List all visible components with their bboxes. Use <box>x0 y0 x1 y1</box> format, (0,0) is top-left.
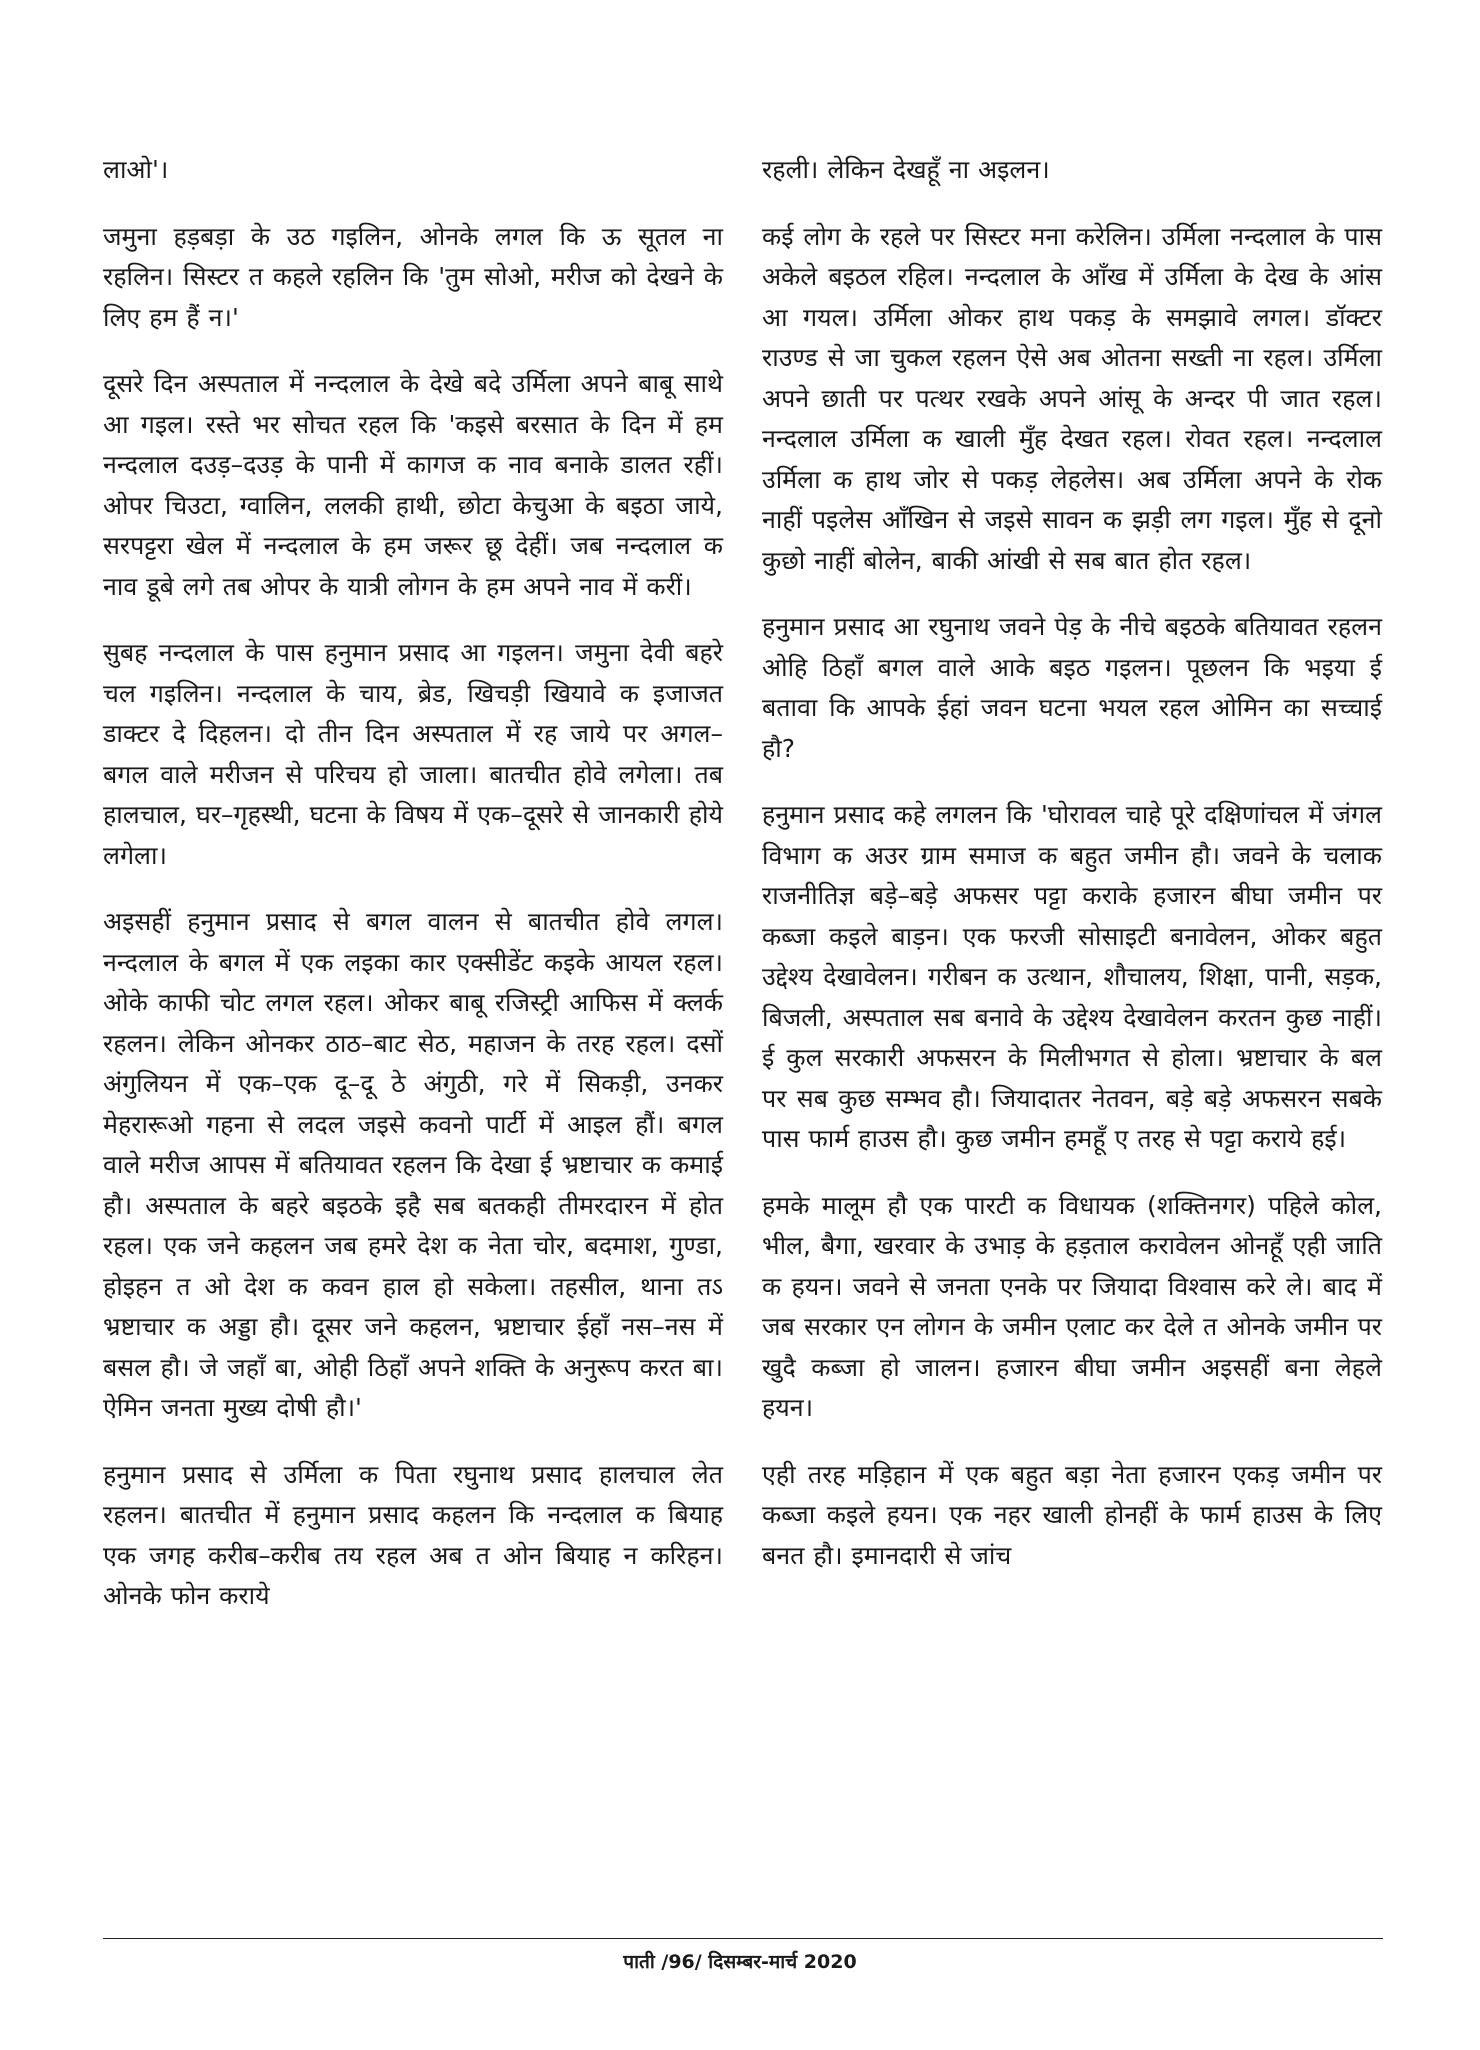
paragraph: जमुना हड़बड़ा के उठ गइलिन, ओनके लगल कि ऊ सूतल ना रहलिन। सिस्टर त कहले रहलिन कि 'तुम सोओ, मरीज को देखने के लिए हम हैं न।' <box>103 221 723 332</box>
paragraph: लाओ'। <box>103 155 169 184</box>
paragraph: कई लोग के रहले पर सिस्टर मना करेलिन। उर्मिला नन्दलाल के पास अकेले बइठल रहिल। नन्दलाल के आँख में उर्मिला के देख के आंस आ गयल। उर्मिला ओकर हाथ पकड़ के समझावे लगल। डॉक्टर राउण्ड से जा चुकल रहलन ऐसे अब ओतना सख्ती ना रहल। उर्मिला अपने छाती पर पत्थर रखके अपने आंसू के अन्दर पी जात रहल। नन्दलाल उर्मिला क खाली मुँह देखत रहल। रोवत रहल। नन्दलाल उर्मिला क हाथ जोर से पकड़ लेहलेस। अब उर्मिला अपने के रोक नाहीं पइलेस आँखिन से जइसे सावन क झड़ी लग गइल। मुँह से दूनो कुछो नाहीं बोलेन, बाकी आंखी से सब बात होत रहल। <box>762 221 1382 575</box>
footer-divider <box>103 1938 1383 1939</box>
left-column <box>103 150 723 1643</box>
paragraph: हनुमान प्रसाद से उर्मिला क पिता रघुनाथ प्रसाद हालचाल लेत रहलन। बातचीत में हनुमान प्रसाद कहलन कि नन्दलाल क बियाह एक जगह करीब–करीब तय रहल अब त ओन बियाह न करिहन। ओनके फोन कराये <box>103 1459 723 1610</box>
paragraph: सुबह नन्दलाल के पास हनुमान प्रसाद आ गइलन। जमुना देवी बहरे चल गइलिन। नन्दलाल के चाय, ब्रेड, खिचड़ी खियावे क इजाजत डाक्टर दे दिहलन। दो तीन दिन अस्पताल में रह जाये पर अगल–बगल वाले मरीजन से परिचय हो जाला। बातचीत होवे लगेला। तब हालचाल, घर–गृहस्थी, घटना के विषय में एक–दूसरे से जानकारी होये लगेला। <box>103 638 723 870</box>
paragraph: अइसहीं हनुमान प्रसाद से बगल वालन से बातचीत होवे लगल। नन्दलाल के बगल में एक लइका कार एक्सीडेंट कइके आयल रहल। ओके काफी चोट लगल रहल। ओकर बाबू रजिस्ट्री आफिस में क्लर्क रहलन। लेकिन ओनकर ठाठ–बाट सेठ, महाजन के तरह रहल। दसों अंगुलियन में एक–एक दू–दू ठे अंगुठी, गरे में सिकड़ी, उनकर मेहरारूओ गहना से लदल जइसे कवनो पार्टी में आइल हौं। बगल वाले मरीज आपस में बतियावत रहलन कि देखा ई भ्रष्टाचार क कमाई हौ। अस्पताल के बहरे बइठके इहै सब बतकही तीमरदारन में होत रहल। एक जने कहलन जब हमरे देश क नेता चोर, बदमाश, गुण्डा, होइहन त ओ देश क कवन हाल हो सकेला। तहसील, थाना तऽ भ्रष्टाचार क अड्डा हौ। दूसर जने कहलन, भ्रष्टाचार ईहाँ नस–नस में बसल हौ। जे जहाँ बा, ओही ठिहाँ अपने शक्ति के अनुरूप करत बा। ऐमिन जनता मुख्य दोषी हौ।' <box>103 907 723 1422</box>
paragraph: हनुमान प्रसाद कहे लगलन कि 'घोरावल चाहे पूरे दक्षिणांचल में जंगल विभाग क अउर ग्राम समाज क बहुत जमीन हौ। जवने के चलाक राजनीतिज्ञ बड़े–बड़े अफसर पट्टा कराके हजारन बीघा जमीन पर कब्जा कइले बाड़न। एक फरजी सोसाइटी बनावेलन, ओकर बहुत उद्देश्य देखावेलन। गरीबन क उत्थान, शौचालय, शिक्षा, पानी, सड़क, बिजली, अस्पताल सब बनावे के उद्देश्य देखावेलन करतन कुछ नाहीं। ई कुल सरकारी अफसरन के मिलीभगत से होला। भ्रष्टाचार के बल पर सब कुछ सम्भव हौ। जियादातर नेतवन, बड़े बड़े अफसरन सबके पास फार्म हाउस हौ। कुछ जमीन हमहूँ ए तरह से पट्टा कराये हई। <box>762 800 1382 1153</box>
right-column <box>762 150 1382 1602</box>
paragraph: रहली। लेकिन देखहूँ ना अइलन। <box>762 155 1050 184</box>
paragraph: हनुमान प्रसाद आ रघुनाथ जवने पेड़ के नीचे बइठके बतियावत रहलन ओहि ठिहाँ बगल वाले आके बइठ गइलन। पूछलन कि भइया ई बतावा कि आपके ईहां जवन घटना भयल रहल ओमिन का सच्चाई हौ? <box>762 612 1382 763</box>
paragraph: हमके मालूम हौ एक पारटी क विधायक (शक्तिनगर) पहिले कोल, भील, बैगा, खरवार के उभाड़ के हड़ताल करावेलन ओनहूँ एही जाति क हयन। जवने से जनता एनके पर जियादा विश्वास करे ले। बाद में जब सरकार एन लोगन के जमीन एलाट कर देले त ओनके जमीन पर खुदै कब्जा हो जालन। हजारन बीघा जमीन अइसहीं बना लेहले हयन। <box>762 1190 1382 1422</box>
page-footer: पाती /96/ दिसम्बर-मार्च 2020 <box>623 1951 857 1973</box>
paragraph: एही तरह मड़िहान में एक बहुत बड़ा नेता हजारन एकड़ जमीन पर कब्जा कइले हयन। एक नहर खाली होनहीं के फार्म हाउस के लिए बनत हौ। इमानदारी से जांच <box>762 1459 1382 1570</box>
paragraph: दूसरे दिन अस्पताल में नन्दलाल के देखे बदे उर्मिला अपने बाबू साथे आ गइल। रस्ते भर सोचत रहल कि 'कइसे बरसात के दिन में हम नन्दलाल दउड़–दउड़ के पानी में कागज क नाव बनाके डालत रहीं। ओपर चिउटा, ग्वालिन, ललकी हाथी, छोटा केचुआ के बइठा जाये, सरपट्टरा खेल में नन्दलाल के हम जरूर छू देहीं। जब नन्दलाल क नाव डूबे लगे तब ओपर के यात्री लोगन के हम अपने नाव में करीं। <box>103 369 723 601</box>
